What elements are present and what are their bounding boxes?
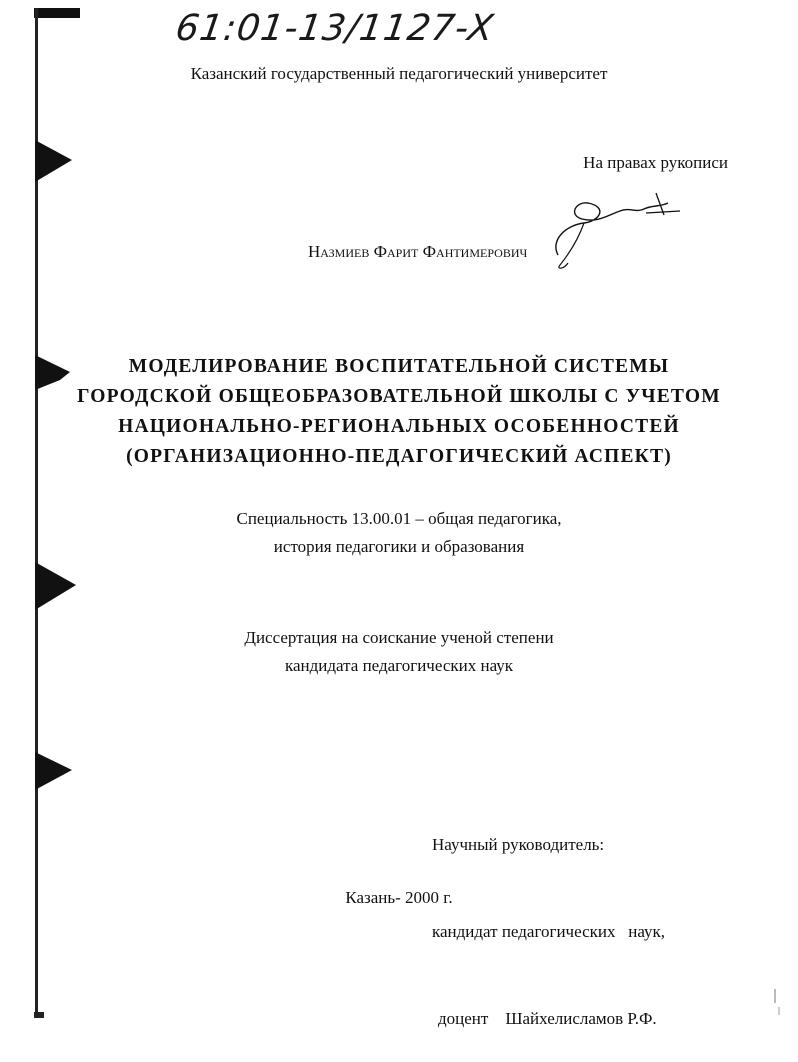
scan-bar-top	[34, 8, 80, 18]
supervisor-name: доцент Шайхелисламов Р.Ф.	[438, 1009, 657, 1028]
scan-mark-3	[35, 562, 76, 610]
title-line: (ОРГАНИЗАЦИОННО-ПЕДАГОГИЧЕСКИЙ АСПЕКТ)	[126, 446, 672, 467]
degree-statement	[0, 624, 798, 680]
archive-code: 61:01-13/1127-X	[173, 8, 497, 49]
supervisor-label: Научный руководитель:	[432, 835, 605, 854]
scan-bar-bottom	[34, 1012, 44, 1018]
supervisor-degree: кандидат педагогических наук,	[432, 922, 666, 941]
title-line: ГОРОДСКОЙ ОБЩЕОБРАЗОВАТЕЛЬНОЙ ШКОЛЫ С УЧЕТОМ	[77, 386, 721, 407]
degree-line: Диссертация на соискание ученой степени	[244, 628, 554, 647]
specialty	[0, 505, 798, 561]
scan-specks	[760, 985, 798, 1025]
place-year: Казань- 2000 г.	[345, 888, 453, 907]
title-line: НАЦИОНАЛЬНО-РЕГИОНАЛЬНЫХ ОСОБЕННОСТЕЙ	[118, 416, 680, 437]
author-name: Назмиев Фарит Фантимерович	[308, 242, 528, 261]
rights-notice: На правах рукописи	[583, 153, 728, 172]
scan-mark-4	[35, 752, 72, 790]
title-line: МОДЕЛИРОВАНИЕ ВОСПИТАТЕЛЬНОЙ СИСТЕМЫ	[128, 356, 670, 377]
specialty-line: Специальность 13.00.01 – общая педагогика,	[236, 509, 562, 528]
scan-mark-1	[35, 140, 72, 182]
degree-line: кандидата педагогических наук	[284, 656, 514, 675]
signature	[548, 185, 688, 275]
supervisor-block	[432, 772, 665, 1062]
university-name: Казанский государственный педагогический университет	[190, 64, 608, 83]
specialty-line: история педагогики и образования	[273, 537, 525, 556]
dissertation-title	[0, 352, 798, 472]
